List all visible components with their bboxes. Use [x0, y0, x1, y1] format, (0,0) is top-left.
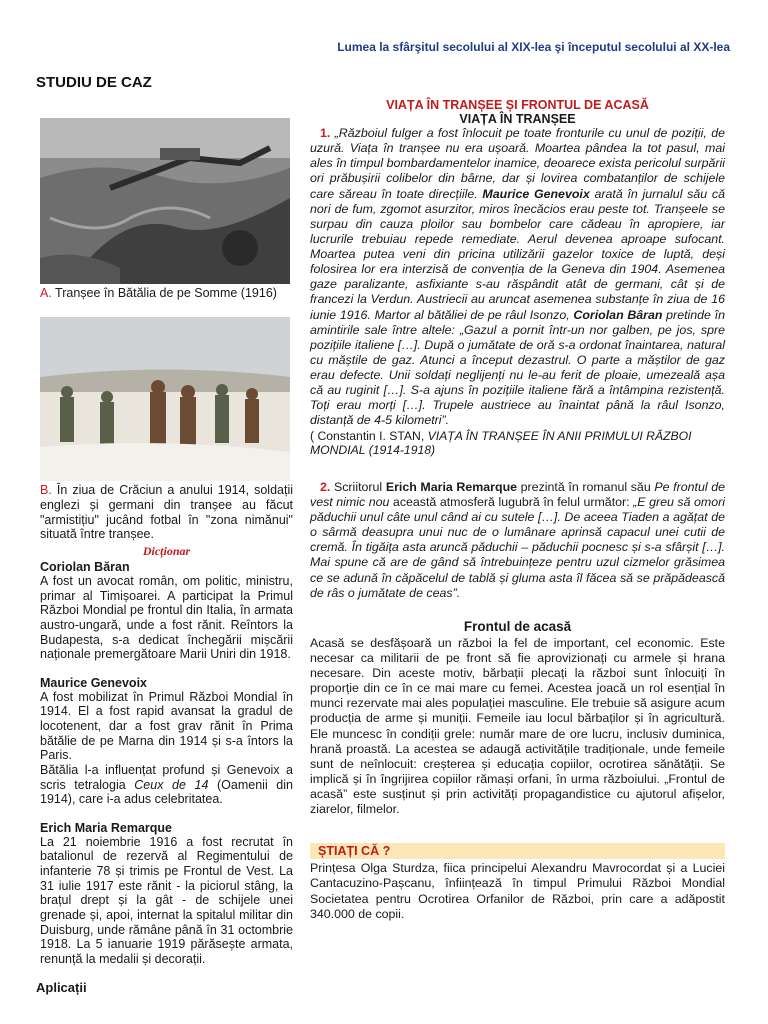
page-header: Lumea la sfârşitul secolului al XIX-lea şi începutul secolului al XX-lea — [337, 40, 730, 54]
dict-name-baran: Coriolan Băran — [40, 560, 130, 574]
dict-text-baran: A fost un avocat român, om politic, ministru, primar al Timișoarei. A participat la Primul Război Mondial pe frontul din Italia, în armata austro-ungară, unde a fost rănit. Reîntors la Budapesta, s-a dedicat închegării mișcării naționale premergătoare Marii Uniri din 1918. — [40, 574, 293, 662]
p2-text-a: Scriitorul — [330, 479, 386, 494]
p2-text-c: această atmosferă lugubră în felul următor: — [389, 494, 634, 509]
dictionary-title: Dicționar — [142, 544, 191, 558]
p2-book-title: Pe frontul de vest nimic nou — [310, 479, 725, 509]
dict-text-remarque: La 21 noiembrie 1916 a fost recrutat în batalionul de rezervă al Regimentului de infanterie 78 și trimis pe Frontul de Vest. La 31 iulie 1917 este rănit - la piciorul stâng, la brațul drept și la gât - de schijele unei grenade și, apoi, internat la spitalul militar din Duisburg, unde rămâne până în 31 octombrie 1918. La 5 ianuarie 1919 părăsește armata, renunță la medalii și decorații. — [40, 834, 293, 966]
p1-name-genevoix: Maurice Genevoix — [482, 186, 590, 201]
dict-name-remarque: Erich Maria Remarque — [40, 820, 172, 835]
caption-letter-b: B. — [40, 483, 52, 497]
left-column — [40, 118, 293, 966]
frontul-title: Frontul de acasă — [463, 618, 572, 634]
dict-name-genevoix: Maurice Genevoix — [40, 675, 147, 690]
p1-number: 1. — [320, 126, 331, 140]
frontul-text: Acasă se desfășoară un război la fel de important, cel economic. Este necesar ca militarii de pe front să fie aprovizionați cu armele și hrana necesare. Din aceste motiv, bărbații plecați la război sunt înlocuiți în proporție din ce în ce mai mare cu femei. Acestea joacă un rol esențial în munci rezervate mai ales populației masculine. Ele trebuie să asigure acum producția de arme și muniții. Femeile iau locul bărbaților și în agricultură. Ele muncesc în condiții grele: număr mare de ore lucru, inclusiv duminica, hrană proastă. La acestea se adaugă activitățile tradiționale, unde femeile sunt de neînlocuit: creșterea și educația copiilor, ocrotirea sănătății. Se implică și în îngrijirea copiilor rămași orfani, în urma războiului. „Frontul de acasă” este susținut și prin activități propagandistice cu ajutorul afișelor, ziarelor, filmelor. — [310, 635, 725, 817]
dict-text-genevoix: A fost mobilizat în Primul Război Mondial în 1914. El a fost rapid avansat la gradul de locotenent, dar a fost grav rănit în Prima bătălie de pe Marna din 1914 și s-a întors la Paris. — [40, 689, 293, 763]
applications-label: Aplicații — [36, 980, 87, 995]
photo-a-caption — [40, 286, 293, 301]
p2-number: 2. — [320, 479, 331, 494]
dict-text-genevoix-2a: Bătălia l-a influențat profund și Genevoix a scris tetralogia — [40, 762, 293, 792]
p2-name-remarque: Erich Maria Remarque — [385, 479, 518, 494]
photo-b-caption — [40, 483, 293, 542]
dict-text-genevoix-2b: (Oamenii din 1914), care i-a adus celebritatea. — [40, 777, 293, 807]
source-author: ( Constantin I. STAN, — [310, 428, 428, 443]
caption-letter-a: A. — [40, 286, 52, 300]
caption-a-text: Tranșee în Bătălia de pe Somme (1916) — [51, 286, 277, 300]
caption-b-text: În ziua de Crăciun a anului 1914, soldații englezi și germani din tranșee au făcut "armistițiu" jucând fotbal în "zona nimănui" situată între tranșee. — [40, 483, 293, 542]
p2-quote: „E greu să omori păduchii unul câte unul când ai cu sutele […]. De aceea Tiaden a agățat de o sârmă deasupra unui nuc de o lumânare aprinsă capacul unei cutii de cremă. În tigăița asta aruncă păduchii – păduchii pocnesc și s-a sfârșit […]. Mai spune că are de gând să întrebuințeze pentru uzul cizmelor grăsimea ce se adună în căpăcelul de tablă și gluma asta îl făcea să se prăpădească de râs o jumătate de ceas”. — [310, 494, 725, 600]
paragraph-1 — [310, 126, 725, 429]
source-citation — [310, 429, 725, 458]
dict-text-genevoix-book: Ceux de 14 — [134, 777, 209, 792]
stiati-text: Prințesa Olga Sturdza, fiica principelui Alexandru Mavrocordat și a Luciei Cantacuzino-Pașcanu, înființează în timpul Primului Război Mondial Societatea pentru Ocrotirea Orfanilor de Război, prin care a adăpostit 340.000 de copii. — [310, 861, 725, 921]
section-title: STUDIU DE CAZ — [36, 74, 152, 91]
p1-text-c: pretinde în amintirile sale între altele: „Gazul a pornit într-un nor galben, pe jos, spre pozițiile italiene […]. După o jumătate de oră s-a ordonat înaintarea, natural cu măștile de gaz. Atunci a început dezastrul. O parte a măștilor de gaz erau defecte. Unii soldați neglijenți nu le-au ferit de ploaie, umezeală așa că au ruginit […]. S-a ajuns în pozițiile italiene fără a întâmpina rezistență. Toți erau morți […]. Trupele austriece au înaintat până la râul Isonzo, distanță de 4-5 kilometri”. — [310, 307, 725, 428]
paragraph-2 — [310, 480, 725, 601]
dict-text-genevoix-2 — [40, 763, 293, 807]
main-title: VIAȚA ÎN TRANȘEE ȘI FRONTUL DE ACASĂ — [386, 98, 649, 112]
right-column — [310, 98, 725, 922]
trench-photo — [40, 118, 290, 284]
p1-text-a: „Războiul fulger a fost înlocuit pe toate fronturile cu unul de poziții, de uzură. Viața în tranșee nu era ușoară. Moartea pândea la tot pasul, mai ales în timpul bombardamentelor inamice, deoarece exista pericolul surpării ori prăbușirii colibelor din bârne, dar și lovirea combatanților de schijele care săreau în toate direcțiile. — [310, 126, 725, 201]
source-title: VIAȚA ÎN TRANȘEE ÎN ANII PRIMULUI RĂZBOI MONDIAL (1914-1918) — [310, 428, 692, 458]
christmas-truce-painting — [40, 317, 290, 481]
p1-text-b: arată în jurnalul său că nori de fum, zgomot asurzitor, miros înecăcios erau peste tot. Tranșeele se surpau din cauza ploilor sau bombelor care cădeau în apropiere, iar lucrurile trebuiau repede remediate. Aerul devenea aproape sufocant. Moartea putea veni din pricina utilizării gazelor toxice de luptă, deși folosirea lor era interzisă de convenția de la Geneva din 1904. Asemenea gaze paralizante, asfixiante s-au răspândit atât de germani, cât și de francezi la Verdun. Austriecii au aruncat asemenea substanțe în ziua de 16 iunie 1916. Martor al bătăliei de pe râul Isonzo, — [310, 186, 725, 322]
stiati-title: ȘTIAȚI CĂ ? — [310, 843, 725, 859]
p2-text-b: prezintă în romanul său — [517, 479, 655, 494]
p1-name-baran: Coriolan Bâran — [573, 307, 663, 322]
main-subtitle: VIAȚA ÎN TRANȘEE — [459, 112, 576, 126]
